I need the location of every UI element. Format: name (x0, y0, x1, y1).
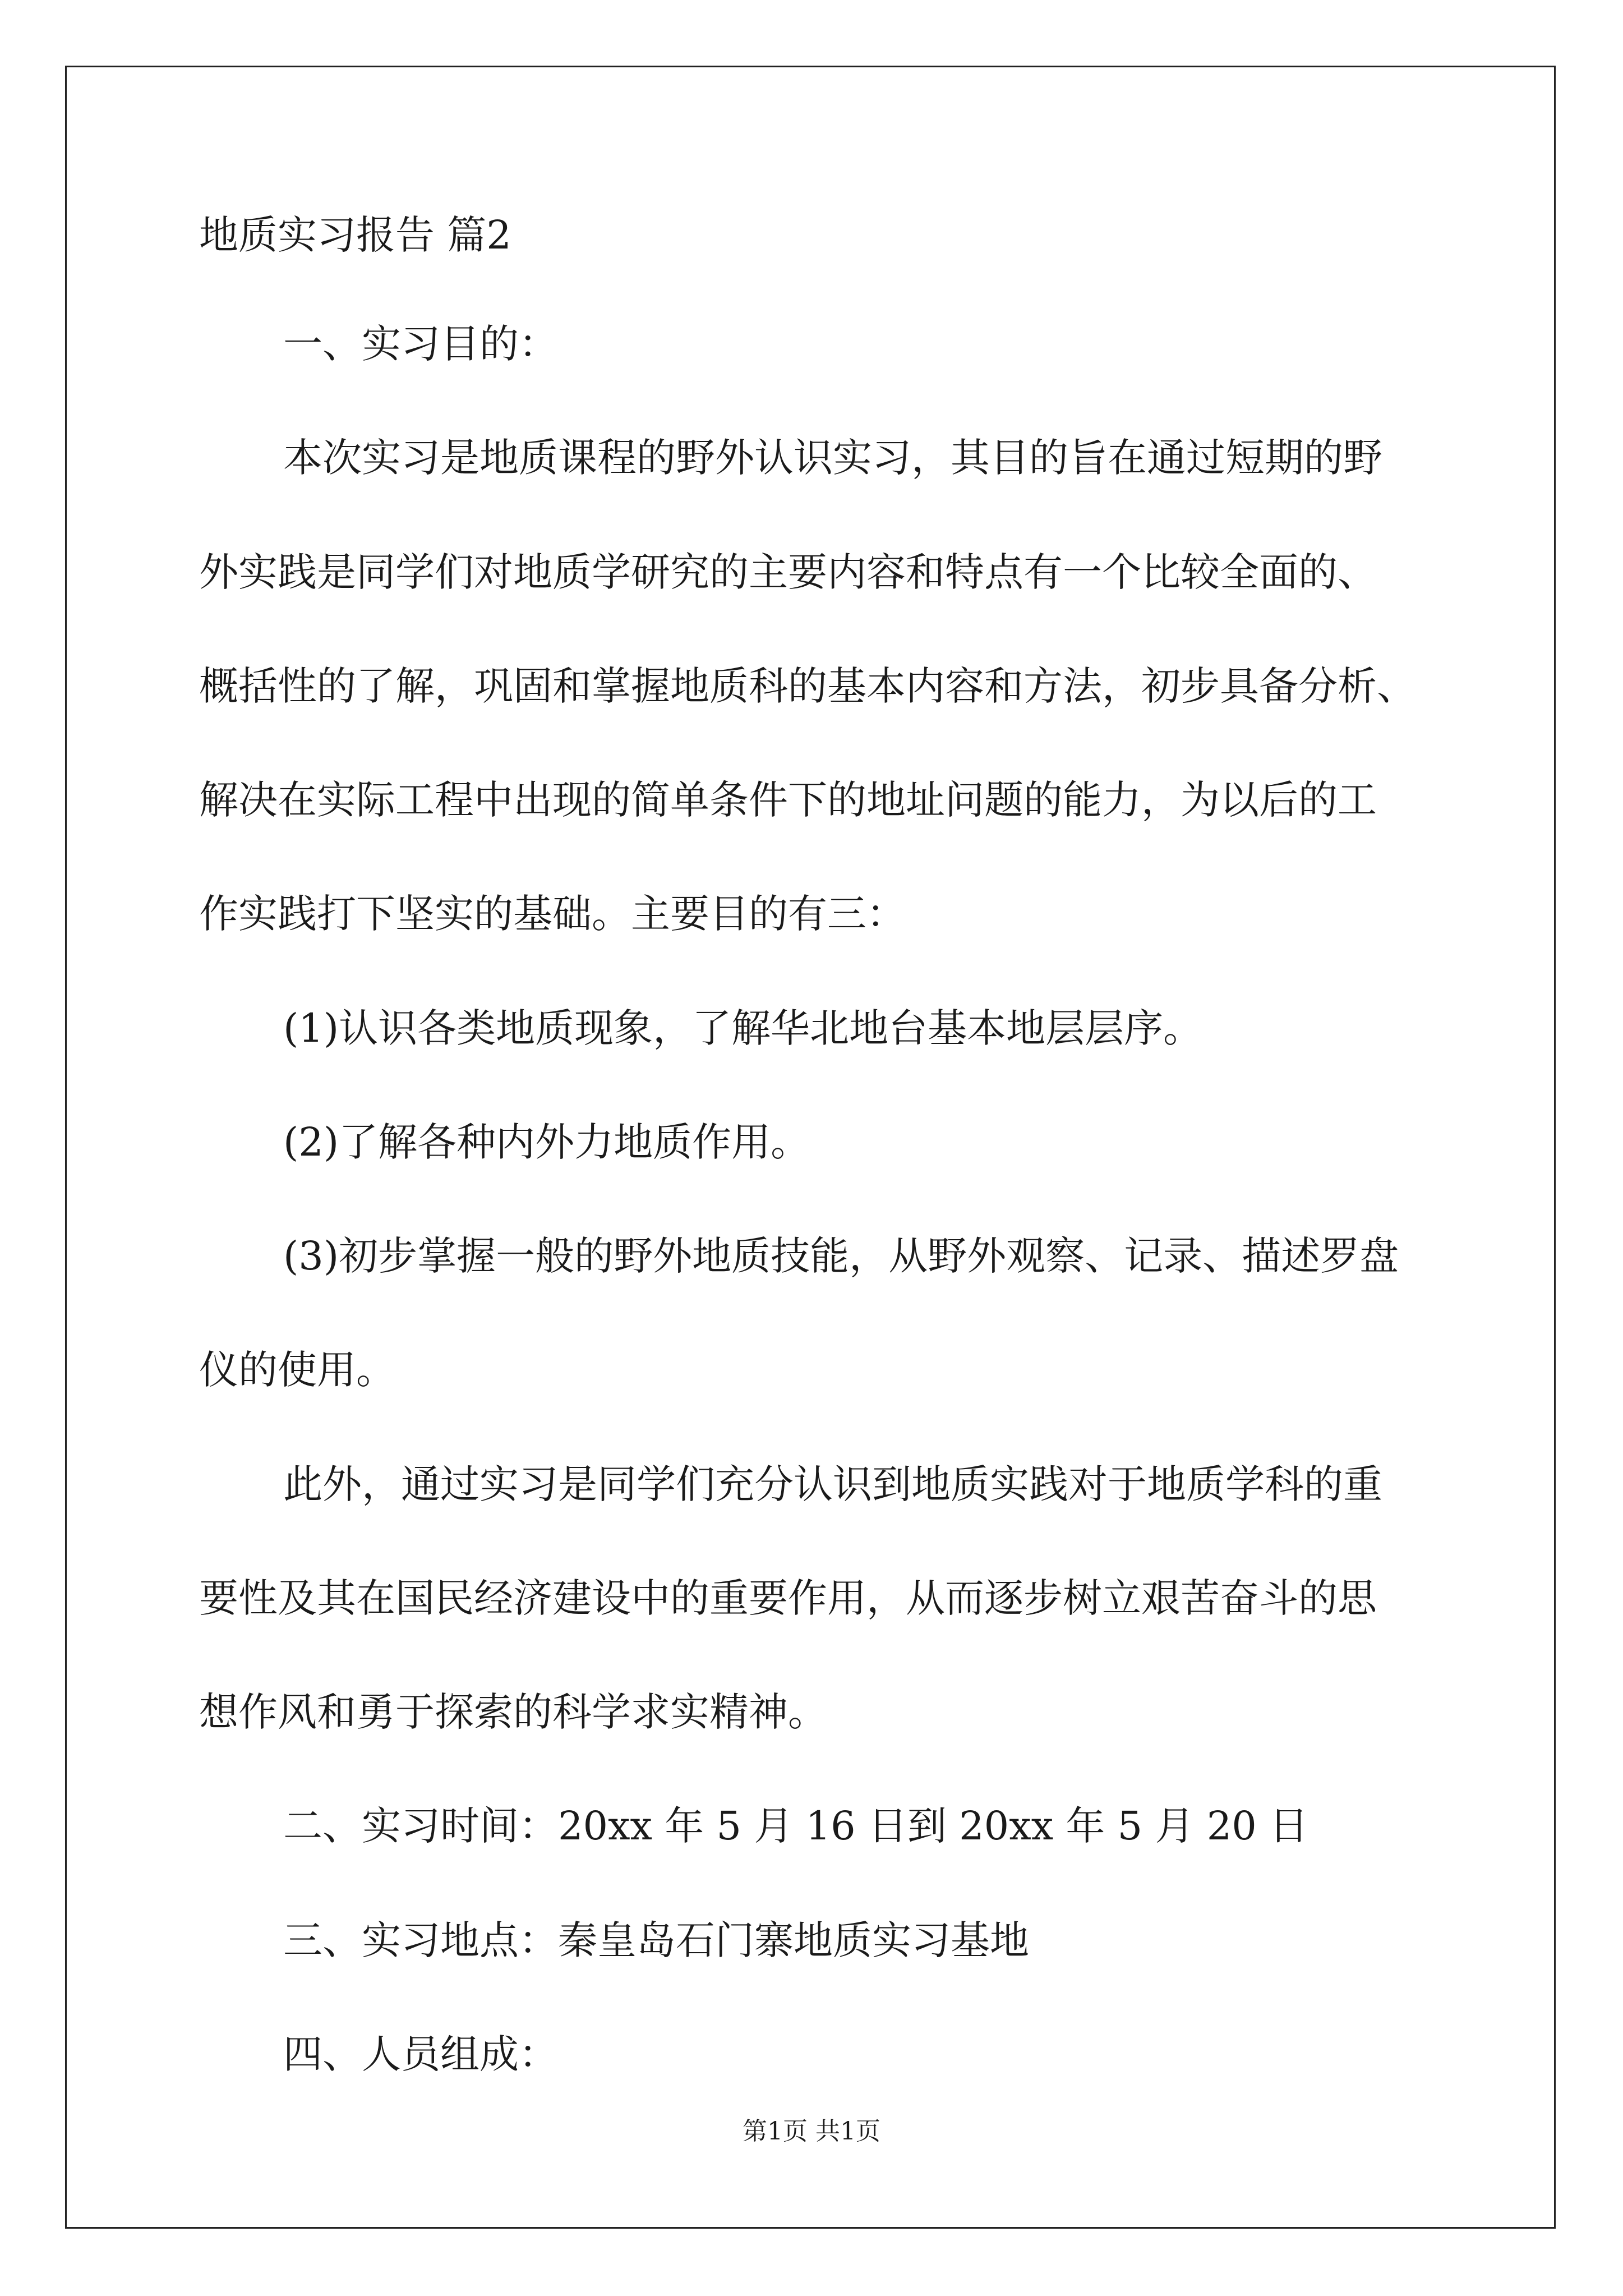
paragraph-line: 外实践是同学们对地质学研究的主要内容和特点有一个比较全面的、 (199, 549, 1377, 595)
list-item-continuation: 仪的使用。 (199, 1347, 395, 1393)
paragraph-line: 此外，通过实习是同学们充分认识到地质实践对于地质学科的重 (283, 1461, 1382, 1507)
list-item: (3)初步掌握一般的野外地质技能，从野外观察、记录、描述罗盘 (283, 1233, 1399, 1279)
list-item: (1)认识各类地质现象，了解华北地台基本地层层序。 (283, 1005, 1203, 1051)
paragraph-line: 解决在实际工程中出现的简单条件下的地址问题的能力，为以后的工 (199, 777, 1377, 823)
section-heading: 三、实习地点：秦皇岛石门寨地质实习基地 (283, 1917, 1029, 1963)
paragraph-line: 概括性的了解，巩固和掌握地质科的基本内容和方法，初步具备分析、 (199, 663, 1416, 709)
section-heading: 一、实习目的： (283, 321, 558, 367)
paragraph-line: 作实践打下坚实的基础。主要目的有三： (199, 891, 906, 937)
section-heading: 二、实习时间：20xx 年 5 月 16 日到 20xx 年 5 月 20 日 (283, 1803, 1309, 1849)
paragraph-line: 想作风和勇于探索的科学求实精神。 (199, 1689, 827, 1735)
paragraph-line: 要性及其在国民经济建设中的重要作用，从而逐步树立艰苦奋斗的思 (199, 1575, 1377, 1621)
document-title: 地质实习报告 篇2 (199, 212, 511, 258)
page-footer: 第1页 共1页 (743, 2117, 880, 2146)
section-heading: 四、人员组成： (283, 2031, 558, 2077)
list-item: (2)了解各种内外力地质作用。 (283, 1119, 810, 1165)
paragraph-line: 本次实习是地质课程的野外认识实习，其目的旨在通过短期的野 (283, 435, 1382, 481)
